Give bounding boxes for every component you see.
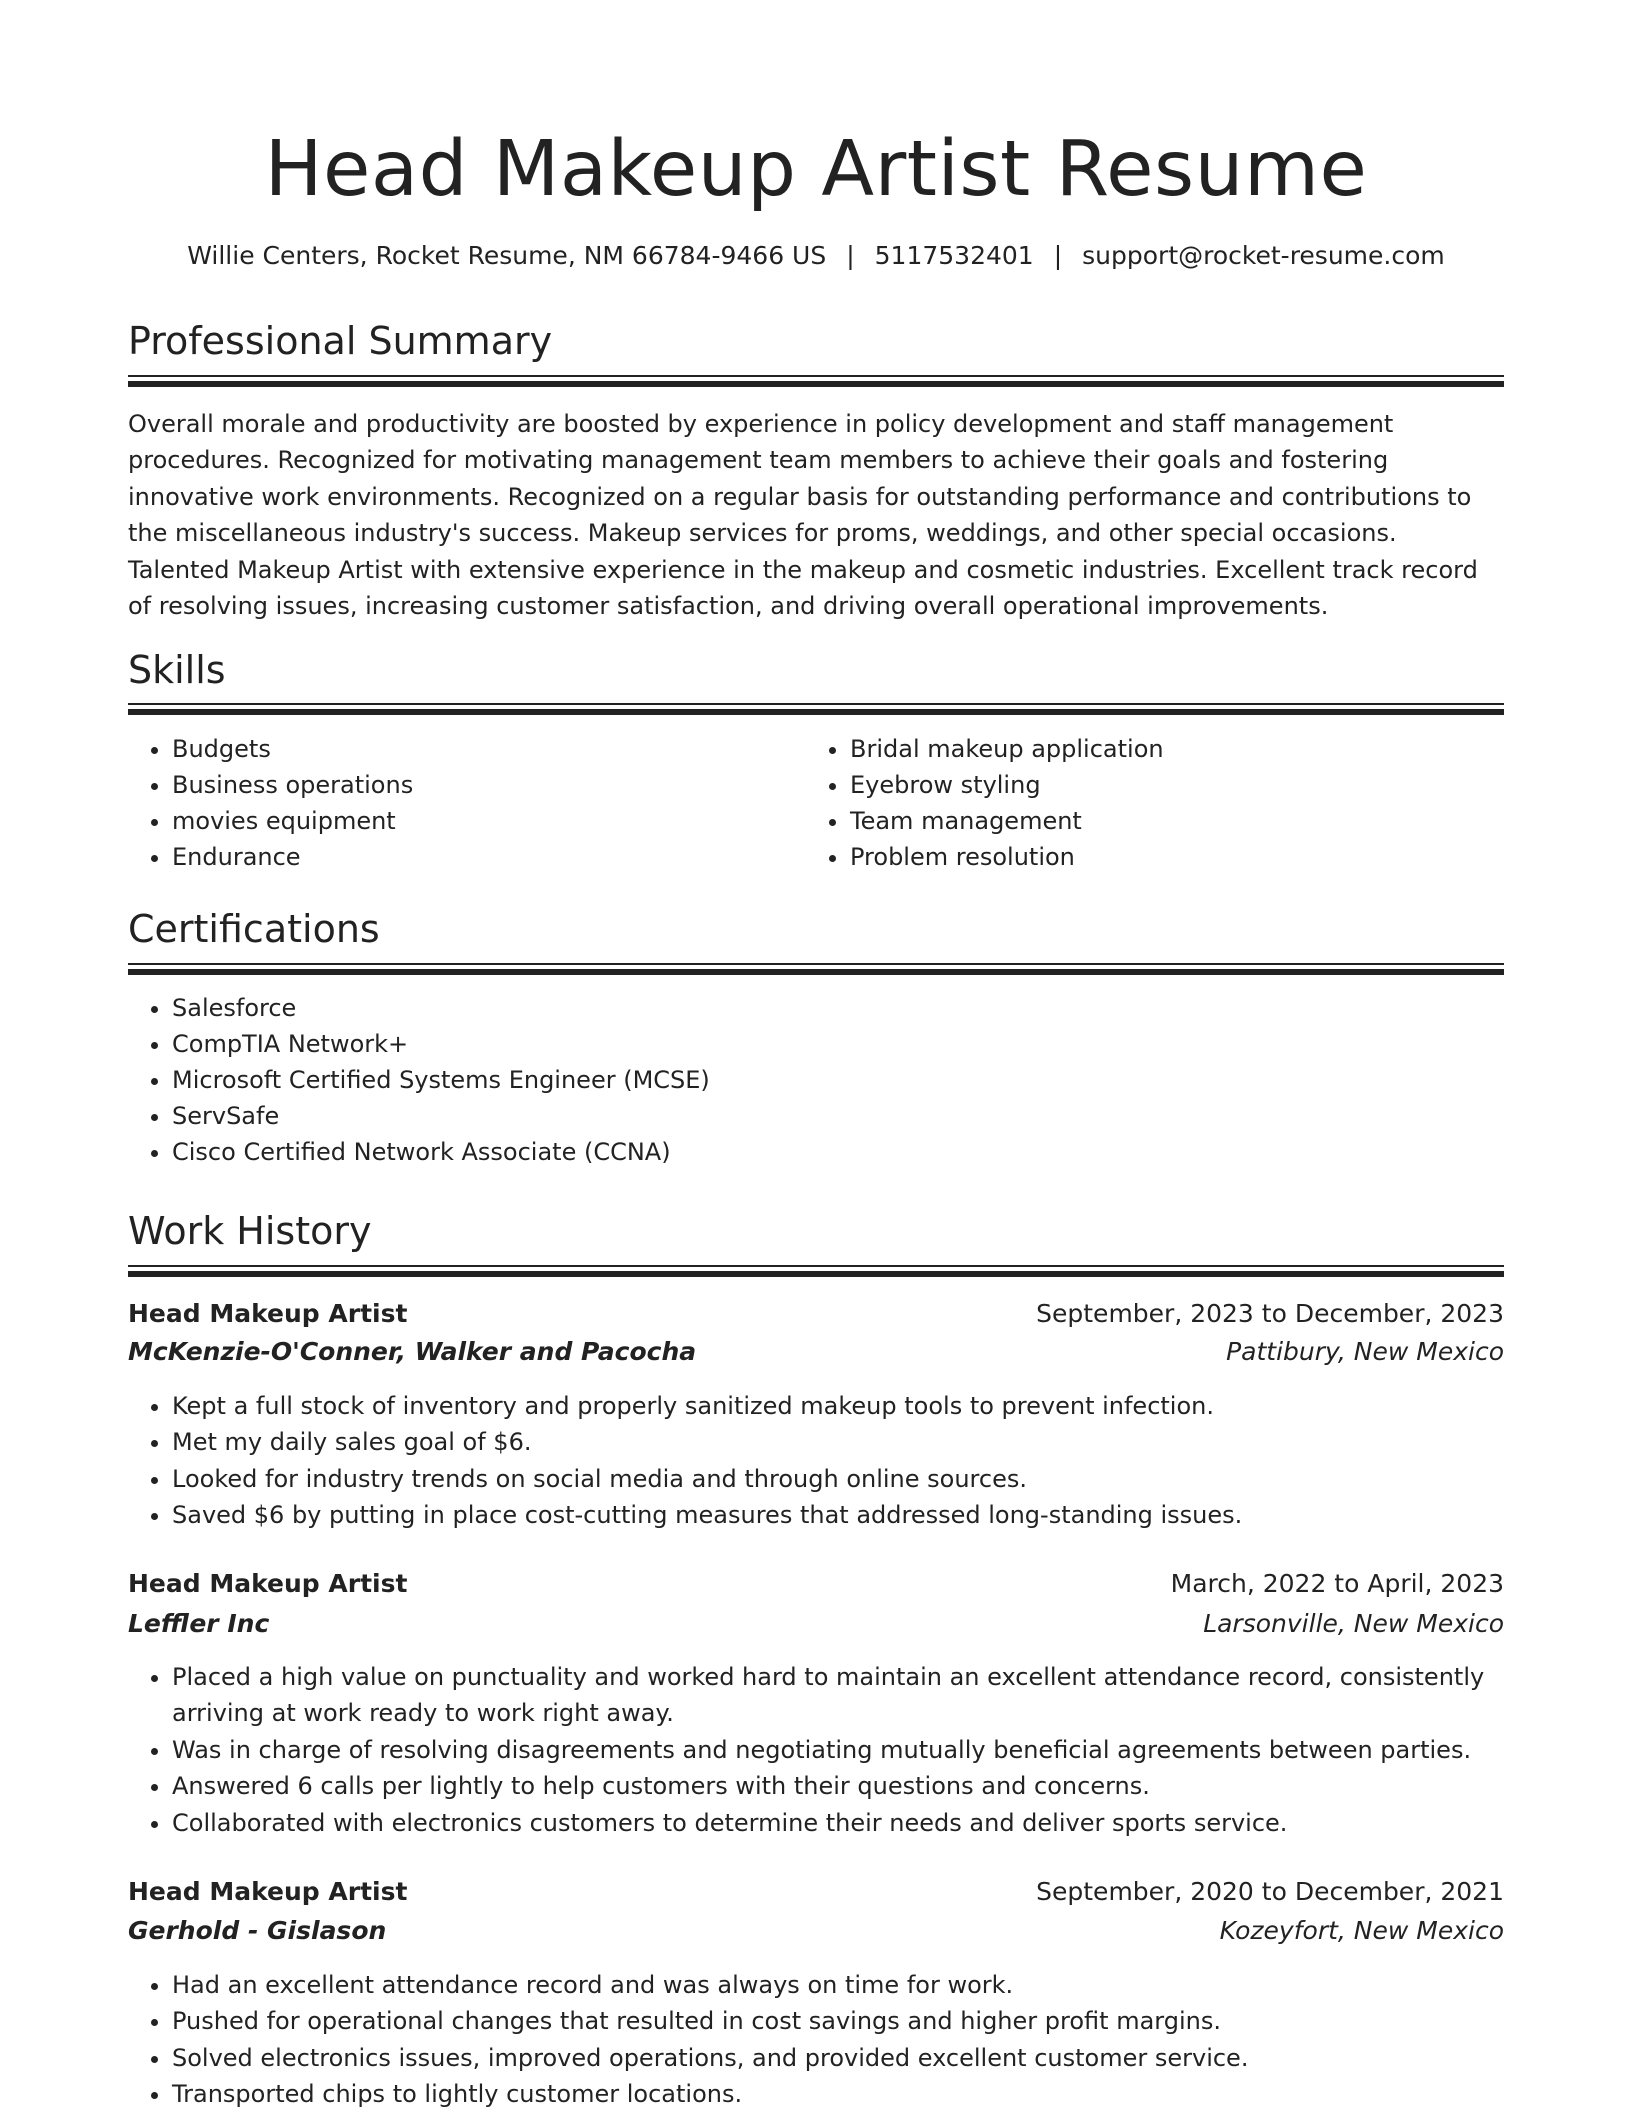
list-item: • Endurance: [172, 839, 792, 875]
job-title: Head Makeup Artist: [128, 1299, 408, 1328]
job-title: Head Makeup Artist: [128, 1877, 408, 1906]
job-dates: September, 2020 to December, 2021: [1036, 1877, 1504, 1906]
job-bullet-list: [128, 1659, 1504, 1841]
list-item: • Had an excellent attendance record and was always on time for work.: [172, 1967, 1504, 2003]
resume-title: Head Makeup Artist Resume: [264, 125, 1368, 214]
skills-list-right: [806, 731, 1504, 875]
section-heading-skills: Skills: [128, 648, 226, 692]
job-title: Head Makeup Artist: [128, 1569, 408, 1598]
list-item: • CompTIA Network+: [172, 1026, 1504, 1062]
job-company: Gerhold - Gislason: [128, 1916, 387, 1945]
job-dates: March, 2022 to April, 2023: [1170, 1569, 1504, 1598]
list-item: • Answered 6 calls per lightly to help customers with their questions and concerns.: [172, 1768, 1504, 1804]
list-item: • Cisco Certified Network Associate (CCNA): [172, 1134, 1504, 1170]
section-heading-certifications: Certifications: [128, 907, 380, 951]
skills-list-left: [128, 731, 792, 875]
list-item: • Solved electronics issues, improved operations, and provided excellent customer service.: [172, 2040, 1504, 2076]
job-location: Kozeyfort, New Mexico: [1219, 1916, 1504, 1945]
list-item: • Placed a high value on punctuality and worked hard to maintain an excellent attendance record, consistently arriving at work ready to work right away.: [172, 1659, 1504, 1732]
list-item: • Pushed for operational changes that resulted in cost savings and higher profit margins.: [172, 2003, 1504, 2039]
section-divider: [128, 703, 1504, 715]
list-item: • Met my daily sales goal of $6.: [172, 1424, 1504, 1460]
job-company: McKenzie-O'Conner, Walker and Pacocha: [128, 1337, 697, 1366]
list-item: • Business operations: [172, 767, 792, 803]
job-location: Pattibury, New Mexico: [1226, 1337, 1504, 1366]
list-item: • ServSafe: [172, 1098, 1504, 1134]
list-item: • Looked for industry trends on social media and through online sources.: [172, 1461, 1504, 1497]
job-bullet-list: [128, 1388, 1504, 1534]
list-item: • Transported chips to lightly customer locations.: [172, 2076, 1504, 2112]
contact-phone: 5117532401: [874, 241, 1034, 270]
job-location: Larsonville, New Mexico: [1203, 1609, 1504, 1638]
list-item: • Bridal makeup application: [850, 731, 1504, 767]
list-item: • movies equipment: [172, 803, 792, 839]
list-item: • Budgets: [172, 731, 792, 767]
resume-page: [128, 0, 1504, 2112]
contact-address: Willie Centers, Rocket Resume, NM 66784-9466 US: [187, 241, 827, 270]
job-dates: September, 2023 to December, 2023: [1036, 1299, 1504, 1328]
contact-separator: |: [1053, 241, 1063, 270]
section-heading-summary: Professional Summary: [128, 319, 553, 363]
section-divider: [128, 1265, 1504, 1277]
contact-line: [128, 238, 1504, 274]
list-item: • Was in charge of resolving disagreements and negotiating mutually beneficial agreements between parties.: [172, 1732, 1504, 1768]
section-divider: [128, 963, 1504, 975]
job-company: Leffler Inc: [128, 1609, 270, 1638]
list-item: • Microsoft Certified Systems Engineer (MCSE): [172, 1062, 1504, 1098]
contact-separator: |: [846, 241, 855, 270]
contact-email: support@rocket-resume.com: [1082, 241, 1445, 270]
certifications-list: [128, 990, 1504, 1170]
summary-text: Overall morale and productivity are boosted by experience in policy development and staff management procedures. Recognized for motivating management team members to achieve their goals and fostering innovative work environments. Recognized on a regular basis for outstanding performance and contributions to the miscellaneous industry's success. Makeup services for proms, weddings, and other special occasions. Talented Makeup Artist with extensive experience in the makeup and cosmetic industries. Excellent track record of resolving issues, increasing customer satisfaction, and driving overall operational improvements.: [128, 410, 1478, 621]
list-item: • Eyebrow styling: [850, 767, 1504, 803]
job-bullet-list: [128, 1967, 1504, 2113]
list-item: • Saved $6 by putting in place cost-cutting measures that addressed long-standing issues.: [172, 1497, 1504, 1533]
list-item: • Team management: [850, 803, 1504, 839]
section-heading-work-history: Work History: [128, 1209, 372, 1253]
section-divider: [128, 375, 1504, 387]
list-item: • Salesforce: [172, 990, 1504, 1026]
list-item: • Collaborated with electronics customers to determine their needs and deliver sports service.: [172, 1805, 1504, 1841]
list-item: • Problem resolution: [850, 839, 1504, 875]
list-item: • Kept a full stock of inventory and properly sanitized makeup tools to prevent infection.: [172, 1388, 1504, 1424]
